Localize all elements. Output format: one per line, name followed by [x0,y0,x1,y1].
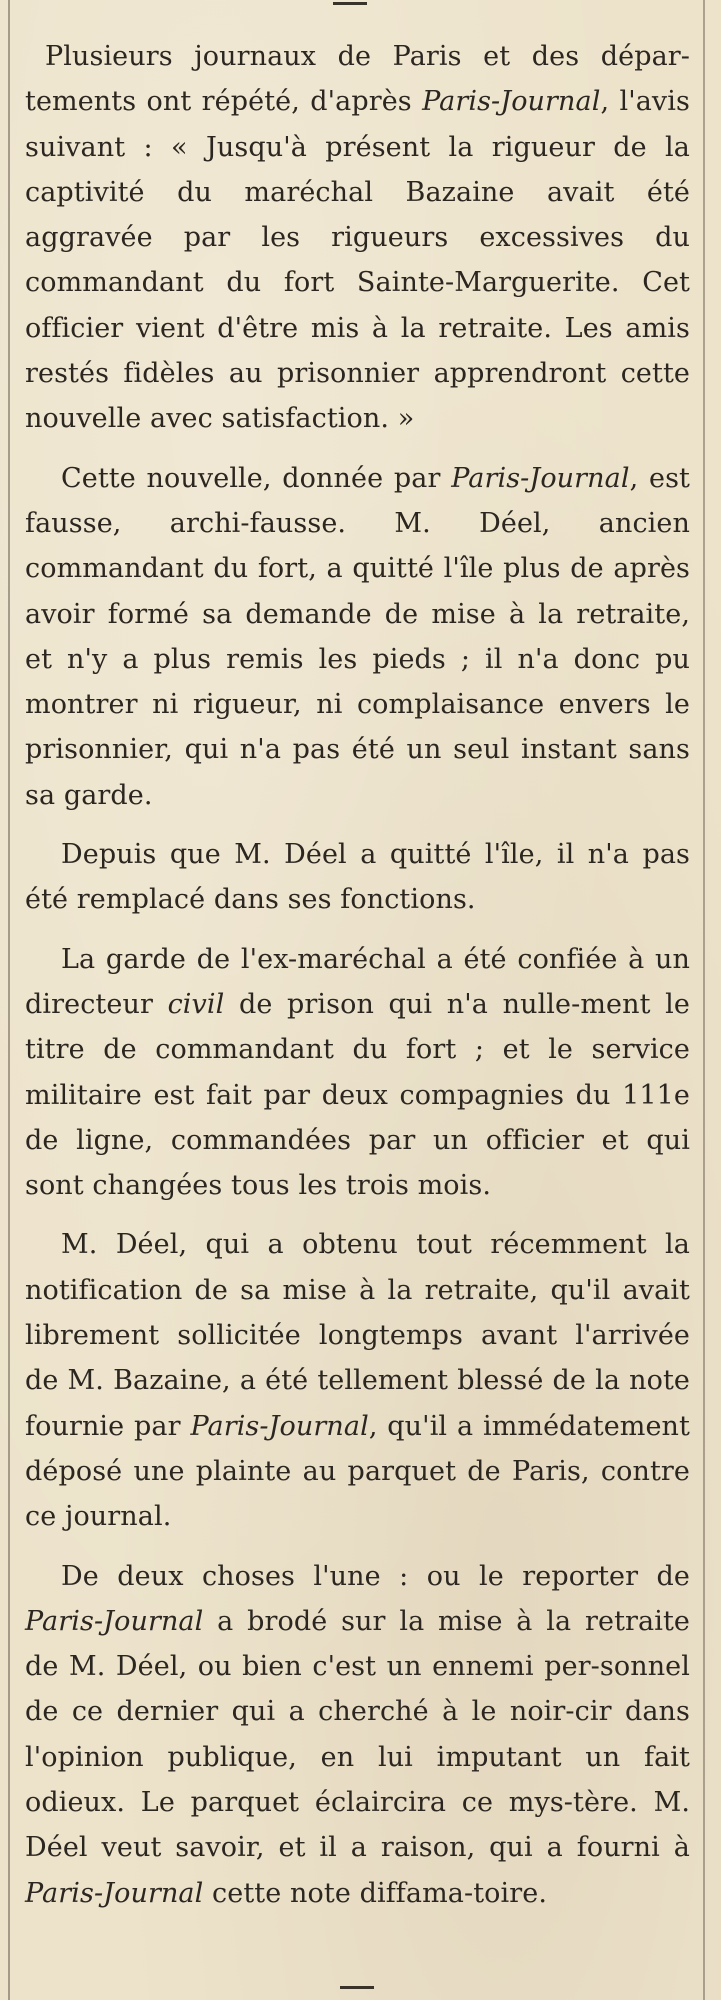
text-segment: , l'avis suivant : « Jusqu'à présent la rigueur de la captivité du maréchal Bazaine avait été aggravée par les rigueurs excessives du commandant du fort Sainte-Marguerite. Cet officier vient d'être mis à la retraite. Les amis restés fidèles au prisonnier apprendront cette nouvelle avec satisfaction. » [25,86,690,435]
publication-name: Paris-Journal [422,86,601,118]
text-segment: cette note diffama-toire. [203,1877,548,1909]
publication-name: Paris-Journal [25,1877,204,1909]
bottom-rule [340,1986,374,1989]
text-segment: , qu'il a immédatement déposé une plainte au parquet de Paris, contre ce journal. [25,1410,691,1533]
text-segment: M. Déel, qui a obtenu tout récemment la notification de sa mise à la retraite, qu'il avait librement sollicitée longtemps avant l'arrivée de M. Bazaine, a été tellement blessé de la note fournie par [25,1229,690,1442]
text-segment: a brodé sur la mise à la retraite de M. Déel, ou bien c'est un ennemi per-sonnel de ce dernier qui a cherché à le noir-cir dans l'opinion publique, en lui imputant un fait odieux. Le parquet éclaircira ce mys-tère. M. Déel veut savoir, et il a raison, qui a fourni à [25,1605,690,1864]
article-paragraph [25,34,690,442]
left-column-rule [8,0,10,2000]
top-rule [333,2,367,5]
publication-name: Paris-Journal [190,1410,369,1442]
text-segment: de prison qui n'a nulle-ment le titre de commandant du fort ; et le service militaire est fait par deux compagnies du 111e de ligne, commandées par un officier et qui sont changées tous les trois mois. [25,988,690,1202]
text-segment: La garde de l'ex-maréchal a été confiée à un directeur [25,943,690,1020]
article-paragraph [25,1222,690,1539]
text-segment: , est fausse, archi-fausse. M. Déel, ancien commandant du fort, a quitté l'île plus de après avoir formé sa demande de mise à la retraite, et n'y a plus remis les pieds ; il n'a donc pu montrer ni rigueur, ni complaisance envers le prisonnier, qui n'a pas été un seul instant sans sa garde. [25,462,690,811]
article-paragraph [25,937,690,1209]
article-paragraph [25,1554,690,1916]
article-column [25,34,690,1930]
text-segment: Depuis que M. Déel a quitté l'île, il n'a pas été remplacé dans ses fonctions. [25,839,690,916]
publication-name: Paris-Journal [451,462,630,494]
article-paragraph [25,832,690,923]
article-paragraph [25,456,690,818]
text-segment: Plusieurs journaux de Paris et des dépar-tements ont répété, d'après [25,41,690,118]
publication-name: Paris-Journal [25,1605,204,1637]
emphasis-word: civil [167,988,225,1020]
text-segment: De deux choses l'une : ou le reporter de [61,1560,690,1592]
right-column-rule [703,0,705,2000]
text-segment: Cette nouvelle, donnée par [61,462,452,494]
